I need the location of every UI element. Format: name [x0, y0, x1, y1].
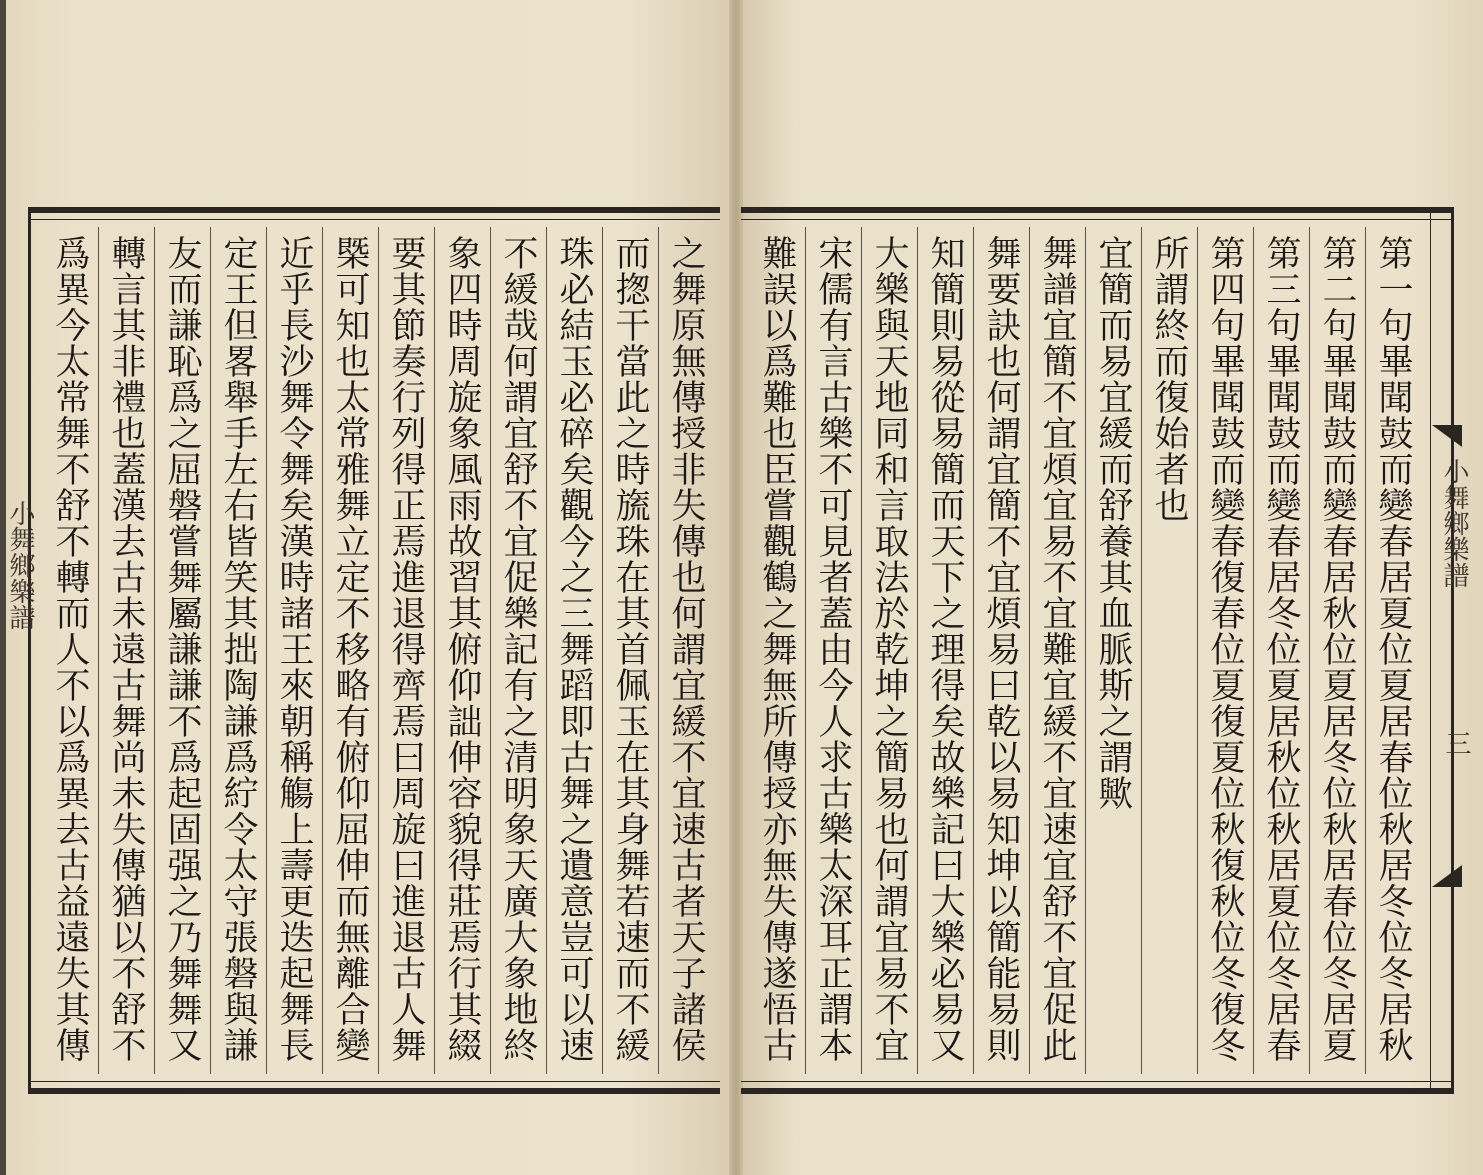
text-column: 宋儒有言古樂不可見者蓋由今人求古樂太深耳正謂本	[805, 227, 861, 1074]
fishtail-lower-icon	[1432, 865, 1462, 887]
left-margin-label: 小舞鄉樂譜	[5, 500, 35, 630]
right-margin-label: 小舞鄉樂譜	[1439, 458, 1469, 588]
text-column: 舞要訣也何謂宜簡不宜煩易曰乾以易知坤以簡能易則	[973, 227, 1029, 1074]
text-column: 友而謙恥爲之屈磐嘗舞屬謙謙不爲起固强之乃舞舞又	[154, 227, 210, 1074]
text-column: 要其節奏行列得正焉進退得齊焉曰周旋曰進退古人舞	[378, 227, 434, 1074]
left-block-heart	[0, 250, 35, 1050]
right-text-frame	[741, 207, 1454, 1094]
fishtail-upper-icon	[1432, 425, 1462, 447]
text-column: 第一句畢聞鼓而變春居夏位夏居春位秋居冬位冬居秋	[1365, 227, 1421, 1074]
text-column: 轉言其非禮也蓋漢去古未遠古舞尚未失傳猶以不舒不	[98, 227, 154, 1074]
text-column: 珠必結玉必碎矣觀今之三舞蹈即古舞之遺意豈可以速	[546, 227, 602, 1074]
right-text-columns	[747, 227, 1421, 1074]
text-column: 第三句畢聞鼓而變春居冬位夏居秋位秋居夏位冬居春	[1253, 227, 1309, 1074]
text-column: 所謂終而復始者也	[1141, 227, 1197, 1074]
left-text-frame	[28, 207, 720, 1094]
text-column: 象四時周旋象風雨故習其俯仰詘伸容貌得莊焉行其綴	[434, 227, 490, 1074]
folio-number: 三	[1441, 730, 1471, 756]
text-column: 知簡則易從易簡而天下之理得矣故樂記曰大樂必易又	[917, 227, 973, 1074]
text-column: 槩可知也太常雅舞立定不移略有俯仰屈伸而無離合變	[322, 227, 378, 1074]
right-block-heart	[1430, 210, 1471, 1090]
text-column: 之舞原無傳授非失傳也何謂宜緩不宜速古者天子諸侯	[658, 227, 714, 1074]
text-column: 大樂與天地同和言取法於乾坤之簡易也何謂宜易不宜	[861, 227, 917, 1074]
left-text-columns	[37, 227, 714, 1074]
text-column: 難誤以爲難也臣嘗觀鶴之舞無所傳授亦無失傳遂悟古	[757, 235, 797, 1063]
text-column: 第四句畢聞鼓而變春復春位夏復夏位秋復秋位冬復冬	[1197, 227, 1253, 1074]
text-column: 第二句畢聞鼓而變春居秋位夏居冬位秋居春位冬居夏	[1309, 227, 1365, 1074]
text-column: 近乎長沙舞令舞矣漢時諸王來朝稱觴上壽更迭起舞長	[266, 227, 322, 1074]
text-column: 定王但畧舉手左右皆笑其拙陶謙爲紵令太守張磐與謙	[210, 227, 266, 1074]
text-column: 宜簡而易宜緩而舒養其血脈斯之謂歟	[1085, 227, 1141, 1074]
block-heart-rule	[1430, 210, 1431, 1090]
text-column: 爲異今太常舞不舒不轉而人不以爲異去古益遠失其傳	[50, 235, 90, 1063]
text-column: 不緩哉何謂宜舒不宜促樂記有之清明象天廣大象地終	[490, 227, 546, 1074]
text-column: 舞譜宜簡不宜煩宜易不宜難宜緩不宜速宜舒不宜促此	[1029, 227, 1085, 1074]
text-column: 而揔干當此之時旒珠在其首佩玉在其身舞若速而不緩	[602, 227, 658, 1074]
